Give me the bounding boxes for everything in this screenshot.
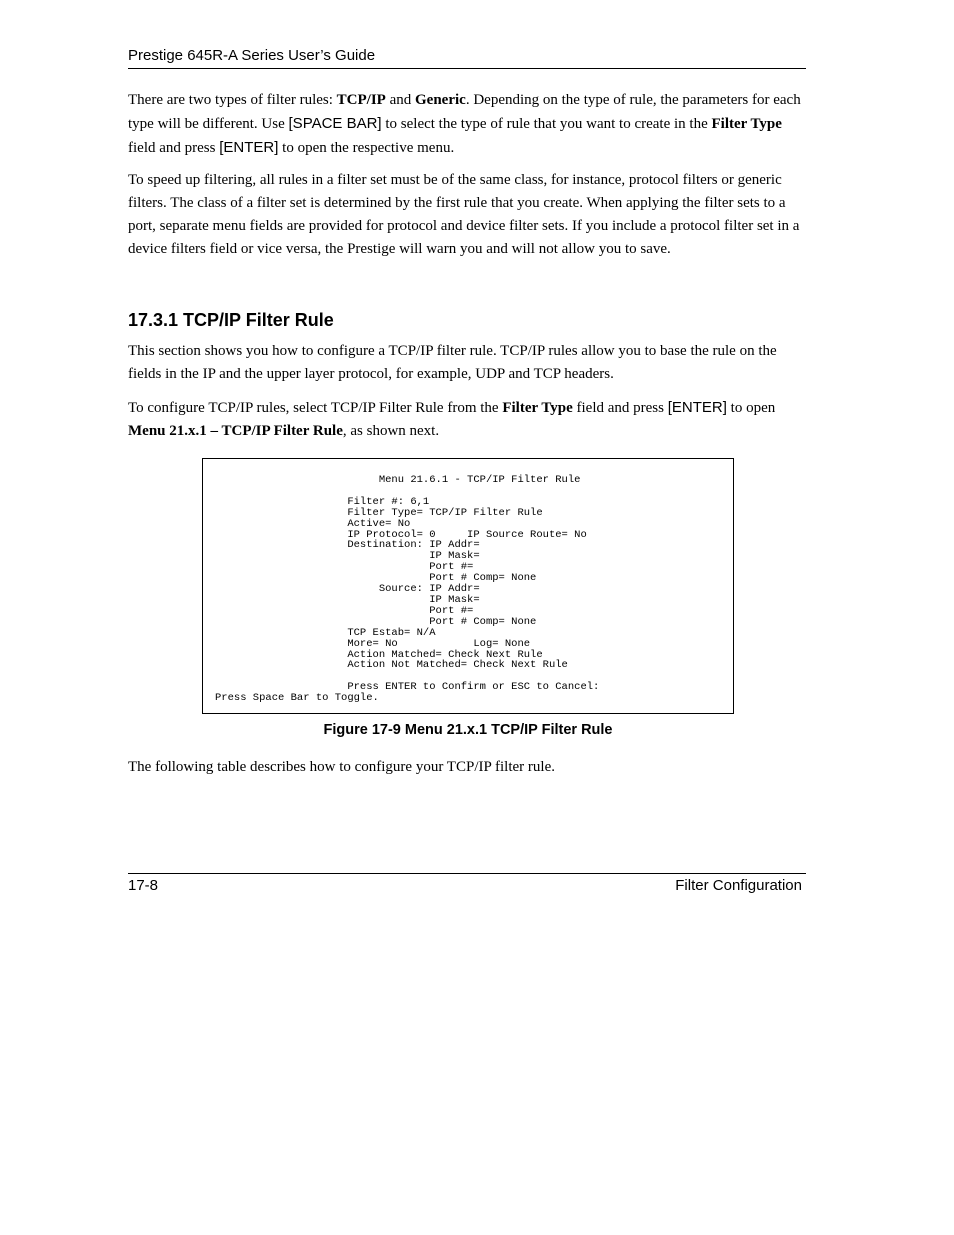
text-run: , as shown next.: [342, 423, 440, 439]
key-space-bar: [SPACE BAR]: [288, 115, 382, 132]
section-intro-paragraph: This section shows you how to configure a TCP/IP filter rule. TCP/IP rules allow you to base the rule on the fields in the IP and the upper layer protocol, for example, UDP and TCP headers.: [128, 343, 777, 382]
page-footer: [128, 873, 806, 894]
text-run: field and press: [128, 140, 220, 156]
chapter-title: Filter Configuration: [675, 877, 802, 894]
table-intro-paragraph: The following table describes how to configure your TCP/IP filter rule.: [128, 759, 555, 775]
text-run: field and press: [572, 400, 668, 416]
text-run: to open the respective menu.: [278, 140, 455, 156]
bold-generic: Generic: [415, 92, 466, 108]
text-run: to open: [726, 400, 776, 416]
text-run: to select the type of rule that you want to create in the: [381, 116, 712, 132]
bold-tcpip: TCP/IP: [336, 92, 386, 108]
configure-paragraph: [128, 396, 803, 443]
filter-class-paragraph: To speed up filtering, all rules in a filter set must be of the same class, for instance, protocol filters or generic filters. The class of a filter set is determined by the first rule that you create. When applying the filter sets to a port, separate menu fields are provided for protocol and device filter sets. If you include a protocol filter set in a device filters field or vice versa, the Prestige will warn you and will not allow you to save.: [128, 172, 800, 257]
text-run: . Depending on the type of rule, the parameters for each type will be different. Use: [128, 92, 801, 132]
terminal-menu-text: Menu 21.6.1 - TCP/IP Filter Rule Filter #: 6,1 Filter Type= TCP/IP Filter Rule Active= No IP Protocol= 0 IP Source Route= No Destination: IP Addr= IP Mask= Port #= Port # Comp= None Source: IP Addr= IP Mask= Port #= Port # Comp= None TCP Estab= N/A More= No Log= None Action Matched= Check Next Rule Action Not Matched= Check Next Rule Press ENTER to Confirm or ESC to Cancel: Press Space Bar to Toggle.: [215, 474, 600, 705]
key-enter: [ENTER]: [219, 139, 279, 156]
bold-menu-name: Menu 21.x.1 – TCP/IP Filter Rule: [128, 423, 343, 439]
header-title: Prestige 645R-A Series User’s Guide: [128, 47, 376, 64]
page-number: 17-8: [128, 877, 159, 894]
text-run: and: [385, 92, 416, 108]
text-run: There are two types of filter rules:: [128, 92, 337, 108]
text-run: To configure TCP/IP rules, select TCP/IP Filter Rule from the: [128, 400, 503, 416]
terminal-screen-figure: [202, 458, 734, 714]
section-heading: 17.3.1 TCP/IP Filter Rule: [128, 310, 334, 330]
key-enter: [ENTER]: [667, 399, 727, 416]
bold-filter-type: Filter Type: [711, 116, 782, 132]
intro-paragraph: [128, 89, 803, 160]
figure-caption: Figure 17-9 Menu 21.x.1 TCP/IP Filter Rule: [323, 722, 613, 738]
bold-filter-type: Filter Type: [502, 400, 573, 416]
page-header: [128, 46, 806, 69]
